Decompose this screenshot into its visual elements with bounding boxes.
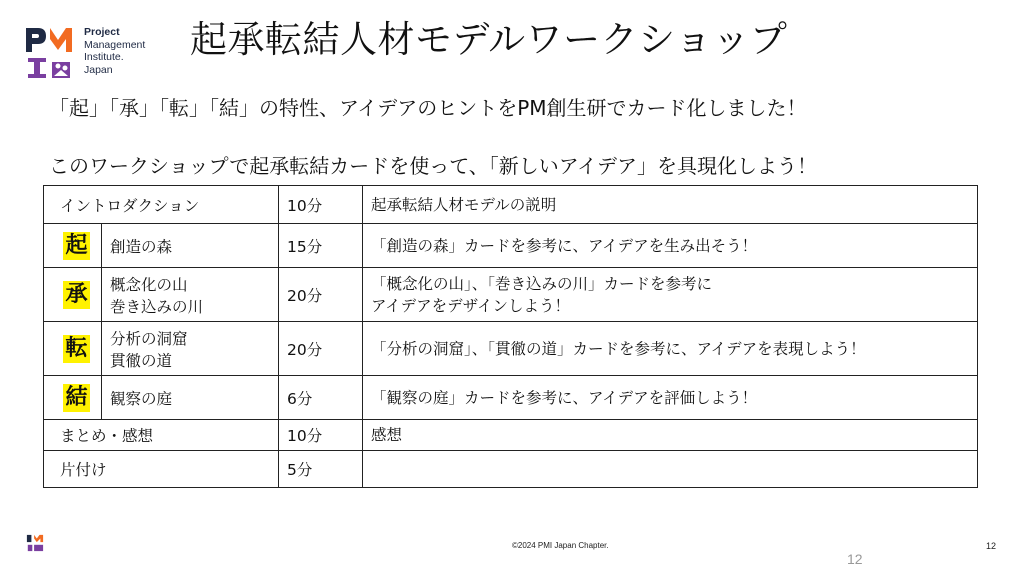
activity-cell — [44, 420, 279, 451]
activity-label: イントロダクション — [60, 196, 200, 215]
time-cell: 20分 — [279, 322, 363, 376]
slide-number: 12 — [847, 551, 863, 567]
time-cell: 10分 — [279, 186, 363, 224]
time-cell: 20分 — [279, 268, 363, 322]
description-text: 「観察の庭」カードを参考に、アイデアを評価しよう！ — [371, 388, 758, 407]
logo-line-management: Management — [84, 38, 146, 51]
phase-kanji-sho: 承 — [65, 281, 88, 307]
phase-name: 創造の森 — [110, 237, 173, 256]
table-row — [44, 451, 978, 488]
activity-cell — [44, 451, 279, 488]
phase-kanji-ki: 起 — [65, 232, 88, 258]
activity-cell — [44, 268, 279, 322]
description-text: 起承転結人材モデルの説明 — [371, 195, 557, 214]
phase-kanji-ketsu: 結 — [65, 384, 88, 410]
table-row — [44, 376, 978, 420]
time-cell: 6分 — [279, 376, 363, 420]
phase-name: 観察の庭 — [110, 389, 173, 408]
description-cell — [363, 268, 978, 322]
description-text: 「分析の洞窟」、「貫徹の道」カードを参考に、アイデアを表現しよう！ — [371, 339, 866, 358]
activity-label: 片付け — [60, 461, 107, 479]
phase-name: 巻き込みの川 — [110, 297, 204, 316]
phase-kanji-cell — [52, 224, 102, 267]
description-text: アイデアをデザインしよう！ — [371, 296, 571, 315]
table-row — [44, 322, 978, 376]
activity-cell — [44, 224, 279, 268]
description-text: 感想 — [371, 426, 403, 444]
pmi-logo-mark-icon — [24, 26, 78, 82]
logo-line-institute: Institute. — [84, 51, 124, 63]
description-cell — [363, 420, 978, 451]
description-cell — [363, 451, 978, 488]
activity-cell — [44, 376, 279, 420]
time-cell: 15分 — [279, 224, 363, 268]
phase-kanji-cell — [52, 268, 102, 321]
description-text: 「創造の森」カードを参考に、アイデアを生み出そう！ — [371, 236, 758, 255]
pmi-footer-logo-icon — [26, 534, 44, 552]
logo-wordmark — [84, 26, 145, 76]
phase-kanji-cell — [52, 322, 102, 375]
phase-name: 貫徹の道 — [110, 351, 173, 370]
time-cell: 10分 — [279, 420, 363, 451]
page-number: 12 — [986, 541, 997, 551]
activity-label: まとめ・感想 — [60, 427, 154, 445]
logo-line-project: Project — [84, 26, 120, 38]
description-text: 「概念化の山」、「巻き込みの川」カードを参考に — [371, 274, 713, 293]
subtitle-cards: 「起」「承」「転」「結」の特性、アイデアのヒントをPM創生研でカード化しました！ — [49, 96, 807, 120]
phase-name: 概念化の山 — [110, 275, 188, 294]
slide-title: 起承転結人材モデルワークショップ — [190, 18, 788, 61]
phase-names — [102, 376, 180, 419]
table-row — [44, 224, 978, 268]
description-cell — [363, 322, 978, 376]
phase-kanji-cell — [52, 376, 102, 419]
workshop-schedule-table — [43, 185, 978, 488]
phase-kanji-ten: 転 — [65, 335, 88, 361]
table-row — [44, 268, 978, 322]
table-row — [44, 420, 978, 451]
time-cell: 5分 — [279, 451, 363, 488]
phase-names — [102, 268, 211, 321]
logo-line-japan: Japan — [84, 63, 113, 76]
activity-cell — [44, 322, 279, 376]
phase-name: 分析の洞窟 — [110, 329, 188, 348]
description-cell — [363, 224, 978, 268]
activity-cell — [44, 186, 279, 224]
subtitle-workshop: このワークショップで起承転結カードを使って、「新しいアイデア」を具現化しよう！ — [49, 154, 817, 178]
table-row — [44, 186, 978, 224]
phase-names — [102, 322, 196, 375]
description-cell — [363, 376, 978, 420]
phase-names — [102, 224, 180, 267]
copyright-text: ©2024 PMI Japan Chapter. — [512, 541, 609, 550]
description-cell — [363, 186, 978, 224]
pmi-japan-logo — [24, 22, 174, 82]
